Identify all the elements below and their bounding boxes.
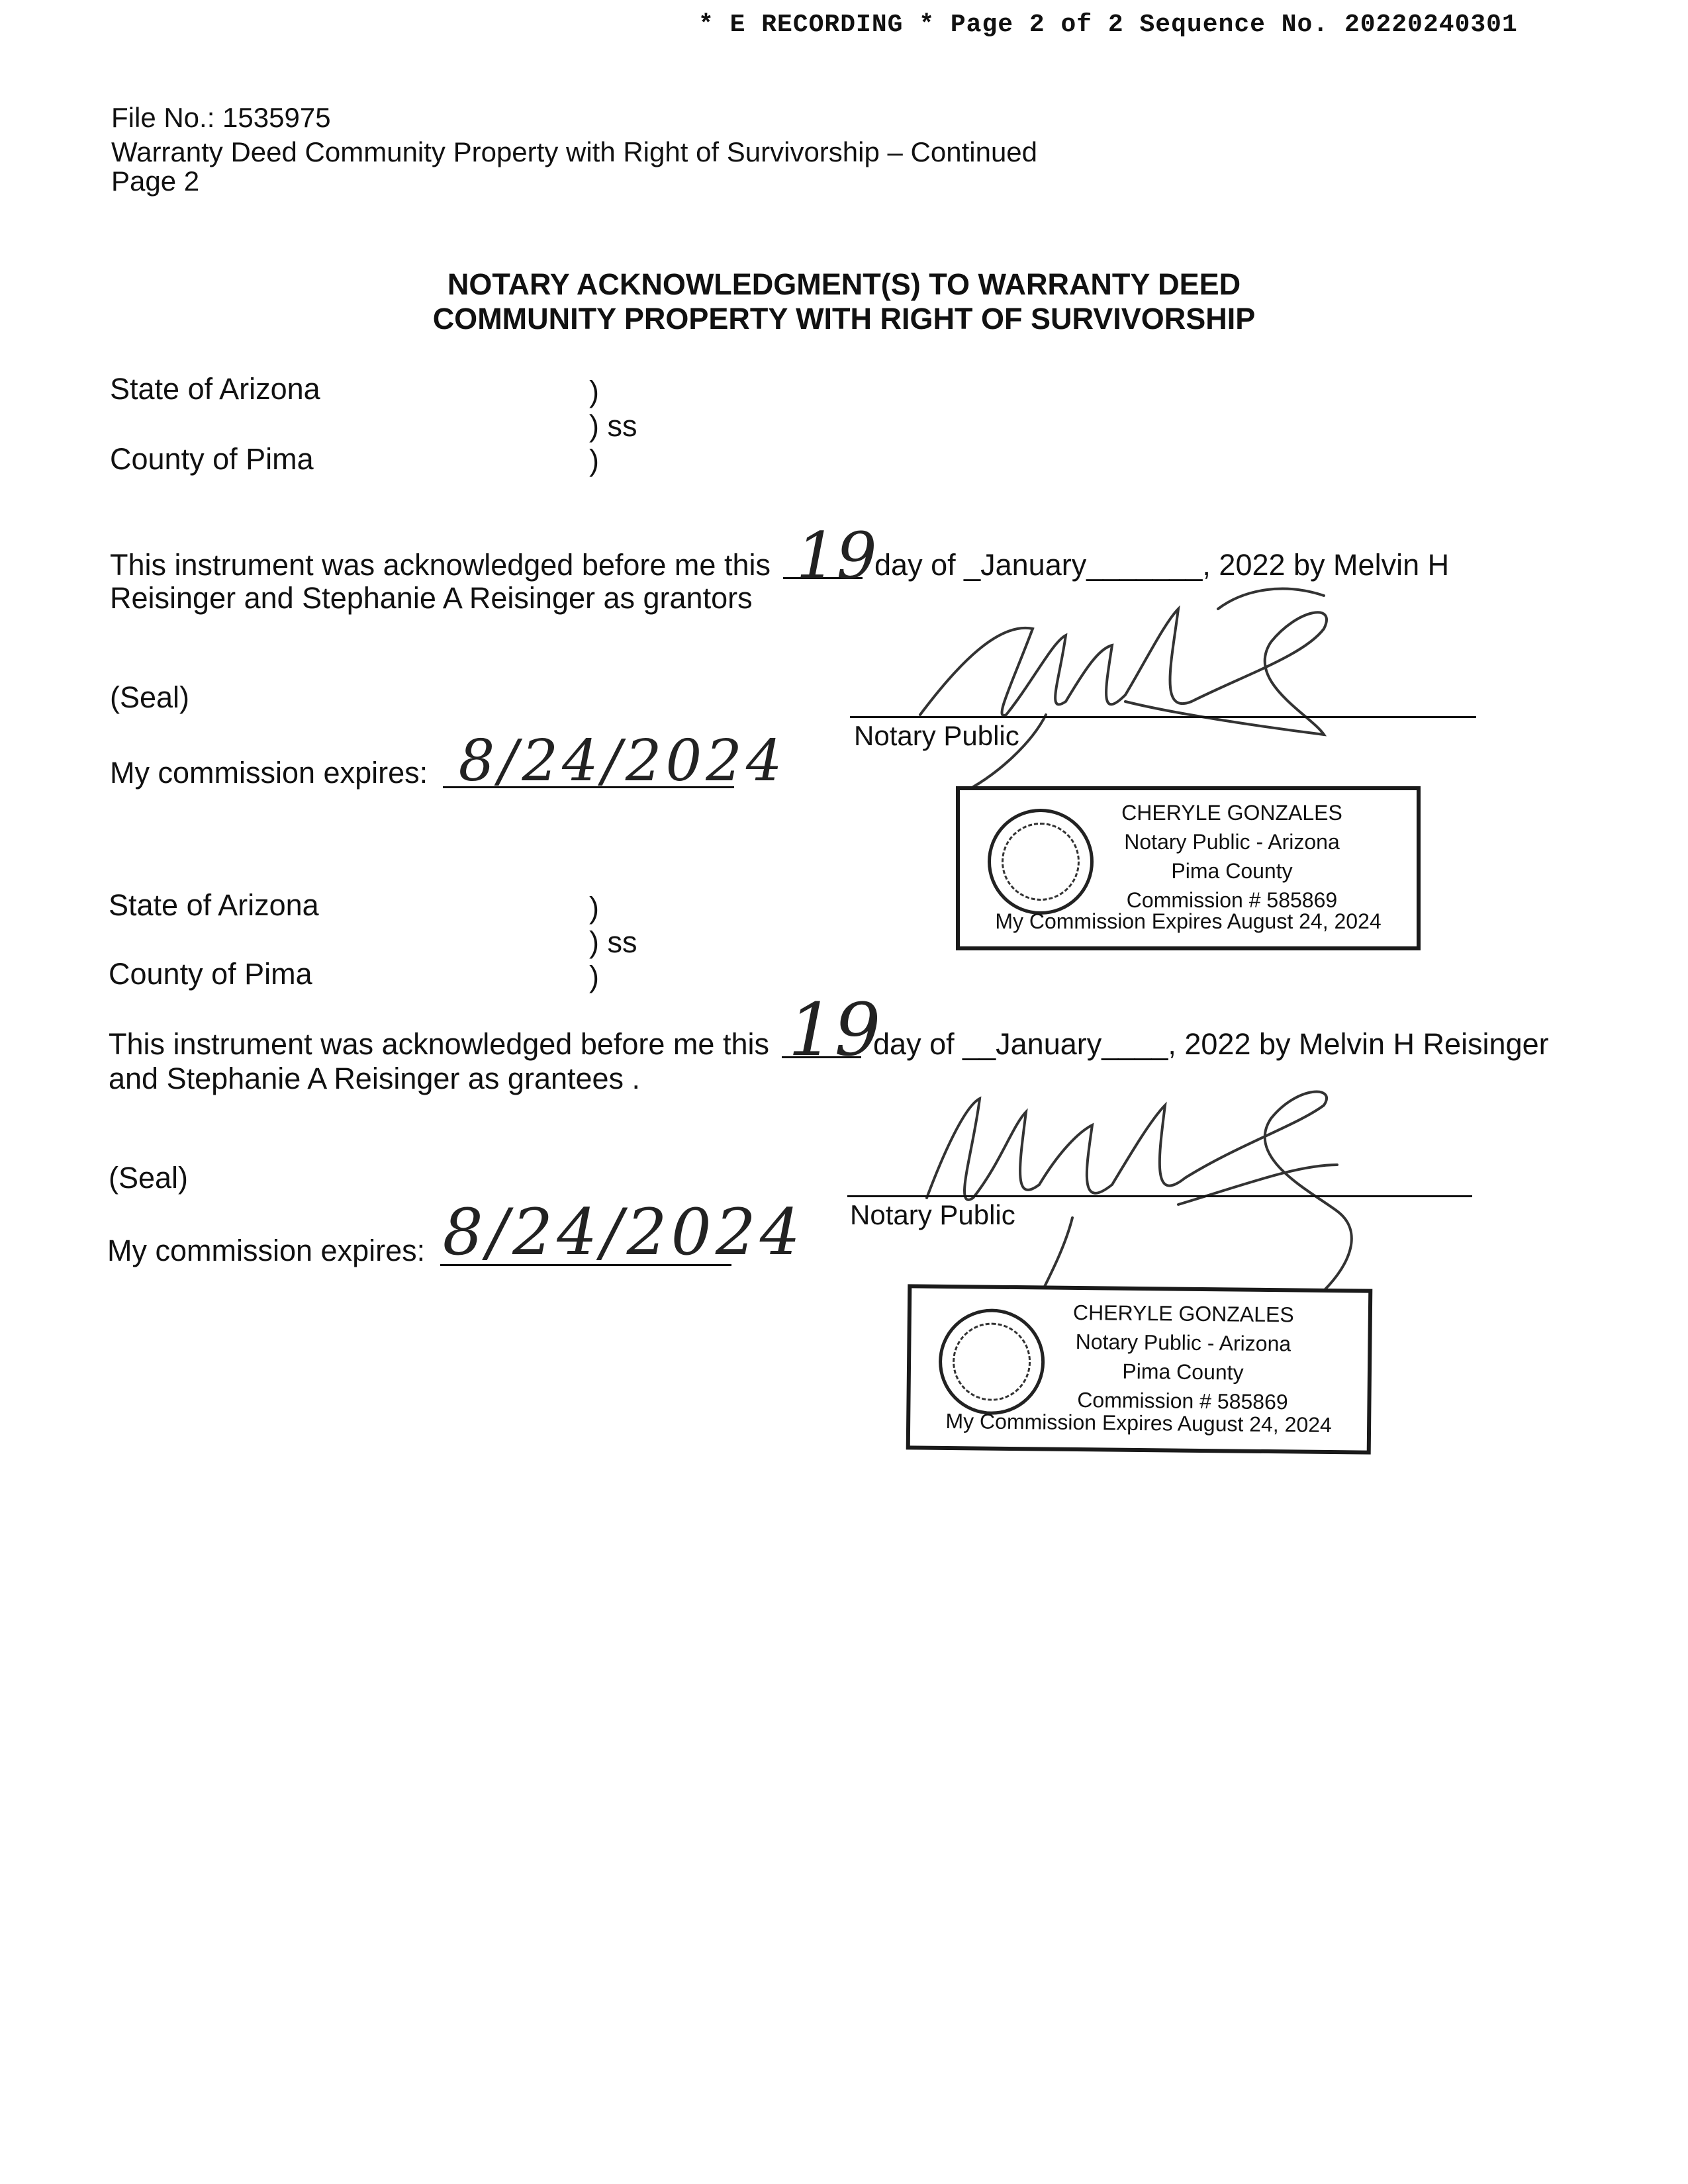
- stamp-2-county: Pima County: [1122, 1359, 1244, 1385]
- file-number-label: File No.:: [111, 102, 215, 133]
- venue-state-2: State of Arizona: [109, 888, 319, 922]
- commission-label-2: My commission expires:: [107, 1234, 426, 1267]
- stamp-2-commission: Commission # 585869: [1077, 1388, 1288, 1414]
- seal-label-2: (Seal): [109, 1161, 189, 1195]
- notary-public-label-1: Notary Public: [854, 720, 1019, 751]
- stamp-2-name: CHERYLE GONZALES: [1072, 1300, 1294, 1327]
- notary-stamp-2: [906, 1284, 1373, 1454]
- notary-signature-line-1: [850, 716, 1476, 718]
- ack-1-day-handwritten: 19: [796, 519, 877, 593]
- ack-2-day-blank: [782, 987, 881, 1072]
- venue-ss-1: ) ss: [589, 409, 637, 443]
- section-title-line1: NOTARY ACKNOWLEDGMENT(S) TO WARRANTY DEED: [447, 267, 1241, 301]
- venue-paren-2a: ): [589, 891, 599, 925]
- notary-signature-1: [847, 582, 1364, 807]
- ack-2-prefix: This instrument was acknowledged before me this: [109, 1027, 769, 1061]
- stamp-2-title: Notary Public - Arizona: [1075, 1329, 1291, 1356]
- ack-1-day-blank: [783, 519, 877, 593]
- stamp-1-title: Notary Public - Arizona: [1124, 830, 1340, 854]
- file-number: [111, 102, 331, 134]
- venue-ss-2: ) ss: [589, 925, 637, 959]
- stamp-1-name: CHERYLE GONZALES: [1121, 801, 1342, 825]
- notary-signature-line-2: [847, 1195, 1472, 1197]
- state-seal-1-icon: [988, 809, 1094, 915]
- stamp-1-county: Pima County: [1171, 859, 1293, 883]
- stamp-1-commission: Commission # 585869: [1126, 888, 1338, 912]
- notary-public-label-2: Notary Public: [850, 1199, 1015, 1230]
- recording-header: * E RECORDING * Page 2 of 2 Sequence No. 20220240301: [698, 11, 1518, 39]
- acknowledgment-2-line2: and Stephanie A Reisinger as grantees .: [109, 1062, 641, 1095]
- ack-2-day-handwritten: 19: [788, 987, 881, 1072]
- acknowledgment-2-line1: [109, 987, 1549, 1072]
- venue-paren-2c: ): [589, 960, 599, 993]
- ack-2-middle: day of __January____, 2022 by Melvin H Reisinger: [873, 1027, 1549, 1061]
- acknowledgment-1-line2: Reisinger and Stephanie A Reisinger as grantors: [110, 581, 753, 615]
- venue-county-2: County of Pima: [109, 957, 312, 991]
- state-seal-2-icon: [938, 1308, 1045, 1416]
- acknowledgment-1-line1: [110, 519, 1450, 593]
- notary-signature-2: [874, 1066, 1417, 1304]
- page-label: Page 2: [111, 165, 200, 197]
- notary-stamp-1: [956, 786, 1421, 950]
- seal-label-1: (Seal): [110, 680, 190, 714]
- commission-expires-1: [110, 728, 786, 794]
- commission-handwritten-2: 8/24/2024: [442, 1195, 804, 1269]
- commission-expires-2: [107, 1195, 804, 1269]
- commission-handwritten-1: 8/24/2024: [458, 728, 786, 794]
- ack-1-middle: day of _January_______, 2022 by Melvin H: [874, 548, 1450, 582]
- commission-blank-2: [440, 1195, 804, 1269]
- ack-1-prefix: This instrument was acknowledged before me this: [110, 548, 771, 582]
- section-title-line2: COMMUNITY PROPERTY WITH RIGHT OF SURVIVORSHIP: [432, 302, 1256, 336]
- stamp-2-expires: My Commission Expires August 24, 2024: [945, 1408, 1333, 1437]
- venue-state-1: State of Arizona: [110, 372, 320, 406]
- commission-blank-1: [443, 728, 786, 794]
- venue-county-1: County of Pima: [110, 442, 314, 476]
- venue-paren-1a: ): [589, 375, 599, 408]
- document-title-line: Warranty Deed Community Property with Right of Survivorship – Continued: [111, 136, 1038, 167]
- file-number-value: 1535975: [222, 102, 331, 133]
- stamp-1-expires: My Commission Expires August 24, 2024: [995, 909, 1382, 933]
- commission-label-1: My commission expires:: [110, 756, 428, 790]
- venue-paren-1c: ): [589, 443, 599, 477]
